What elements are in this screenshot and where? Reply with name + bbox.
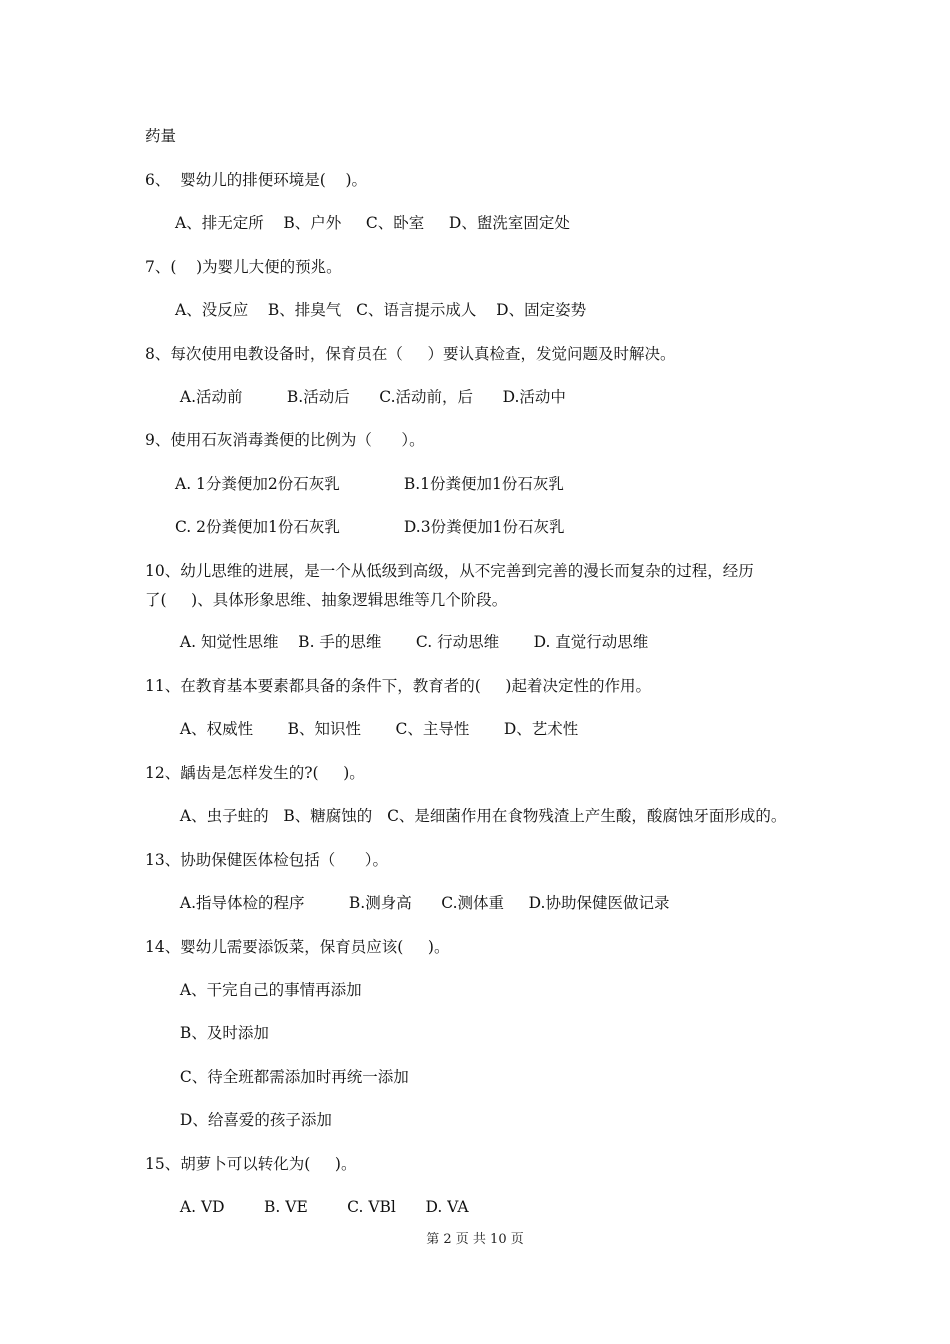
question-text: 7、( )为婴儿大便的预兆。 [145,258,342,276]
answer-options: B、及时添加 [175,1024,269,1042]
page-footer: 第 2 页 共 10 页 [426,1232,524,1247]
question-text: 13、协助保健医体检包括（ ）。 [145,851,389,869]
answer-options: C. 2份粪便加1份石灰乳 D.3份粪便加1份石灰乳 [175,518,565,536]
answer-options: A.指导体检的程序 B.测身高 C.测体重 D.协助保健医做记录 [175,894,670,912]
question-text: 9、使用石灰消毒粪便的比例为（ ）。 [145,431,425,449]
question-text: 6、 婴幼儿的排便环境是( )。 [145,171,368,189]
answer-options: A、虫子蛀的 B、糖腐蚀的 C、是细菌作用在食物残渣上产生酸，酸腐蚀牙面形成的。 [175,807,787,825]
question-text: 药量 [145,127,177,145]
answer-options: A. 1分粪便加2份石灰乳 B.1份粪便加1份石灰乳 [175,475,564,493]
question-text: 了( )、具体形象思维、抽象逻辑思维等几个阶段。 [145,591,508,609]
question-text: 11、在教育基本要素都具备的条件下，教育者的( )起着决定性的作用。 [145,677,651,695]
answer-options: A、排无定所 B、户外 C、卧室 D、盥洗室固定处 [175,214,570,232]
answer-options: A. VD B. VE C. VBl D. VA [175,1198,469,1216]
answer-options: A、干完自己的事情再添加 [175,981,362,999]
question-text: 12、龋齿是怎样发生的?( )。 [145,764,365,782]
question-text: 14、婴幼儿需要添饭菜，保育员应该( )。 [145,938,450,956]
question-text: 10、幼儿思维的进展，是一个从低级到高级，从不完善到完善的漫长而复杂的过程，经历 [145,562,754,580]
question-text: 15、胡萝卜可以转化为( )。 [145,1155,357,1173]
answer-options: A.活动前 B.活动后 C.活动前，后 D.活动中 [175,388,566,406]
answer-options: A、没反应 B、排臭气 C、语言提示成人 D、固定姿势 [175,301,587,319]
answer-options: D、给喜爱的孩子添加 [175,1111,332,1129]
answer-options: C、待全班都需添加时再统一添加 [175,1068,409,1086]
answer-options: A. 知觉性思维 B. 手的思维 C. 行动思维 D. 直觉行动思维 [175,633,649,651]
question-text: 8、每次使用电教设备时，保育员在（ ）要认真检查，发觉问题及时解决。 [145,345,676,363]
answer-options: A、权威性 B、知识性 C、主导性 D、艺术性 [175,720,579,738]
